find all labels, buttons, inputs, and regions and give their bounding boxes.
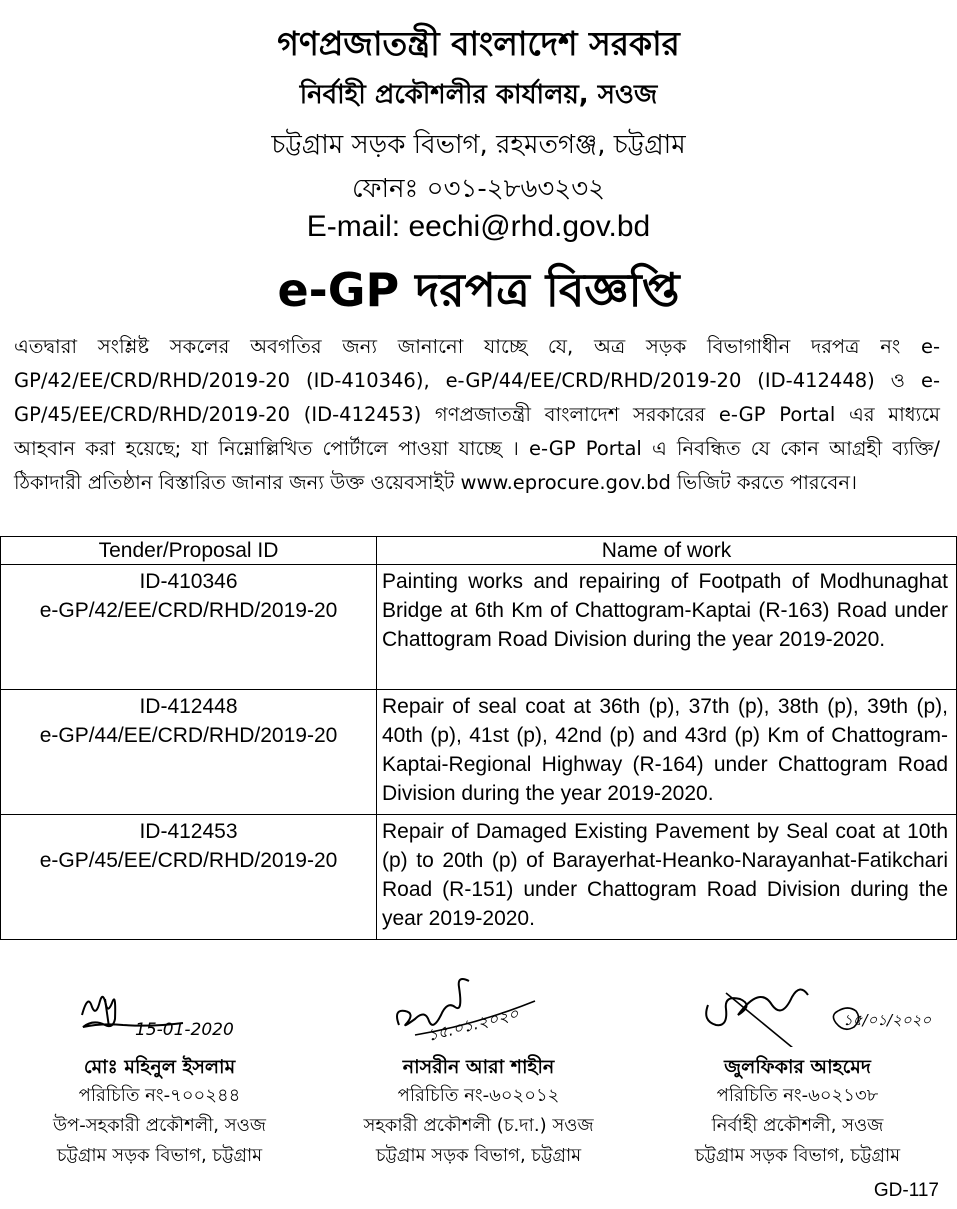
signatory-id: পরিচিতি নং-৬০২০১২ bbox=[397, 1085, 560, 1106]
svg-text:১৫/০১/২০২০: ১৫/০১/২০২০ bbox=[843, 1011, 932, 1029]
notice-title: e-GP দরপত্র বিজ্ঞপ্তি bbox=[277, 263, 680, 317]
office-address: চট্টগ্রাম সড়ক বিভাগ, রহমতগঞ্জ, চট্টগ্রাম bbox=[271, 130, 686, 160]
tender-id-cell bbox=[1, 815, 377, 940]
signatory-office: চট্টগ্রাম সড়ক বিভাগ, চট্টগ্রাম bbox=[694, 1145, 901, 1166]
notice-code: GD-117 bbox=[873, 1180, 939, 1201]
signatory-id: পরিচিতি নং-৭০০২৪৪ bbox=[78, 1085, 241, 1106]
intro-paragraph bbox=[14, 330, 940, 500]
work-description: Repair of seal coat at 36th (p), 37th (p), 38th (p), 39th (p), 40th (p), 41st (p), 42nd (p) and 43rd (p) Km of Chattogram-Kaptai-Regional Highway (R-164) under Chattogram Road Division during the year 2019-2020. bbox=[377, 690, 957, 815]
tender-ref: e-GP/44/EE/CRD/RHD/2019-20 bbox=[39, 724, 338, 747]
handwritten-signature-3 bbox=[638, 975, 957, 1047]
office-title: নির্বাহী প্রকৌশলীর কার্যালয়, সওজ bbox=[299, 80, 658, 110]
work-description: Repair of Damaged Existing Pavement by Seal coat at 10th (p) to 20th (p) of Barayerhat-Heanko-Narayanhat-Fatikchari Road (R-151) under Chattogram Road Division during the year 2019-2020. bbox=[377, 815, 957, 940]
table-row bbox=[1, 690, 957, 815]
svg-text:15-01-2020: 15-01-2020 bbox=[134, 1020, 234, 1040]
tender-ref: e-GP/45/EE/CRD/RHD/2019-20 bbox=[39, 849, 338, 872]
signatory-id: পরিচিতি নং-৬০২১৩৮ bbox=[716, 1085, 879, 1106]
tender-id-cell bbox=[1, 690, 377, 815]
signatory-1 bbox=[0, 975, 319, 1171]
signatory-designation: নির্বাহী প্রকৌশলী, সওজ bbox=[711, 1115, 884, 1136]
signatory-name: মোঃ মহিনুল ইসলাম bbox=[83, 1056, 236, 1078]
tender-id: ID-412448 bbox=[139, 695, 238, 718]
intro-text: এতদ্বারা সংশ্লিষ্ট সকলের অবগতির জন্য জানানো যাচ্ছে যে, অত্র সড়ক বিভাগাধীন দরপত্র নং e-GP/42/EE/CRD/RHD/2019-20 (ID-410346), e-GP/44/EE/CRD/RHD/2019-20 (ID-412448) ও e-GP/45/EE/CRD/RHD/2019-20 (ID-412453) গণপ্রজাতন্ত্রী বাংলাদেশ সরকারের e-GP Portal এর মাধ্যমে আহবান করা হয়েছে; যা নিম্নোল্লিখিত পোর্টালে পাওয়া যাচ্ছে । e-GP Portal এ নিবন্ধিত যে কোন আগ্রহী ব্যক্তি/ঠিকাদারী প্রতিষ্ঠান বিস্তারিত জানার জন্য উক্ত ওয়েবসাইট www.eprocure.gov.bd ভিজিট করতে পারবেন। bbox=[14, 335, 940, 494]
handwritten-signature-2 bbox=[319, 975, 638, 1047]
office-phone: ফোনঃ ০৩১-২৮৬৩২৩২ bbox=[351, 174, 606, 204]
tender-table bbox=[0, 536, 957, 940]
signatory-3 bbox=[638, 975, 957, 1171]
signatory-name: জুলফিকার আহমেদ bbox=[724, 1056, 871, 1078]
tender-id-cell bbox=[1, 565, 377, 690]
header-tender-id: Tender/Proposal ID bbox=[1, 537, 377, 565]
tender-ref: e-GP/42/EE/CRD/RHD/2019-20 bbox=[39, 599, 338, 622]
table-row bbox=[1, 565, 957, 690]
signatory-designation: সহকারী প্রকৌশলী (চ.দা.) সওজ bbox=[363, 1115, 594, 1136]
table-row bbox=[1, 815, 957, 940]
signatory-office: চট্টগ্রাম সড়ক বিভাগ, চট্টগ্রাম bbox=[375, 1145, 582, 1166]
handwritten-signature-1 bbox=[10, 975, 310, 1047]
tender-id: ID-410346 bbox=[139, 570, 238, 593]
signatory-2 bbox=[319, 975, 638, 1171]
signatory-designation: উপ-সহকারী প্রকৌশলী, সওজ bbox=[53, 1115, 266, 1136]
table-header-row bbox=[1, 537, 957, 565]
signatory-office: চট্টগ্রাম সড়ক বিভাগ, চট্টগ্রাম bbox=[56, 1145, 263, 1166]
tender-id: ID-412453 bbox=[139, 820, 238, 843]
signatory-name: নাসরীন আরা শাহীন bbox=[402, 1056, 555, 1078]
header-name-of-work: Name of work bbox=[377, 537, 957, 565]
svg-text:১৫.০১.২০২০: ১৫.০১.২০২০ bbox=[425, 1003, 521, 1045]
office-email: E-mail: eechi@rhd.gov.bd bbox=[306, 210, 651, 243]
government-title: গণপ্রজাতন্ত্রী বাংলাদেশ সরকার bbox=[277, 24, 680, 63]
work-description: Painting works and repairing of Footpath of Modhunaghat Bridge at 6th Km of Chattogram-Kaptai (R-163) Road under Chattogram Road Division during the year 2019-2020. bbox=[377, 565, 957, 690]
